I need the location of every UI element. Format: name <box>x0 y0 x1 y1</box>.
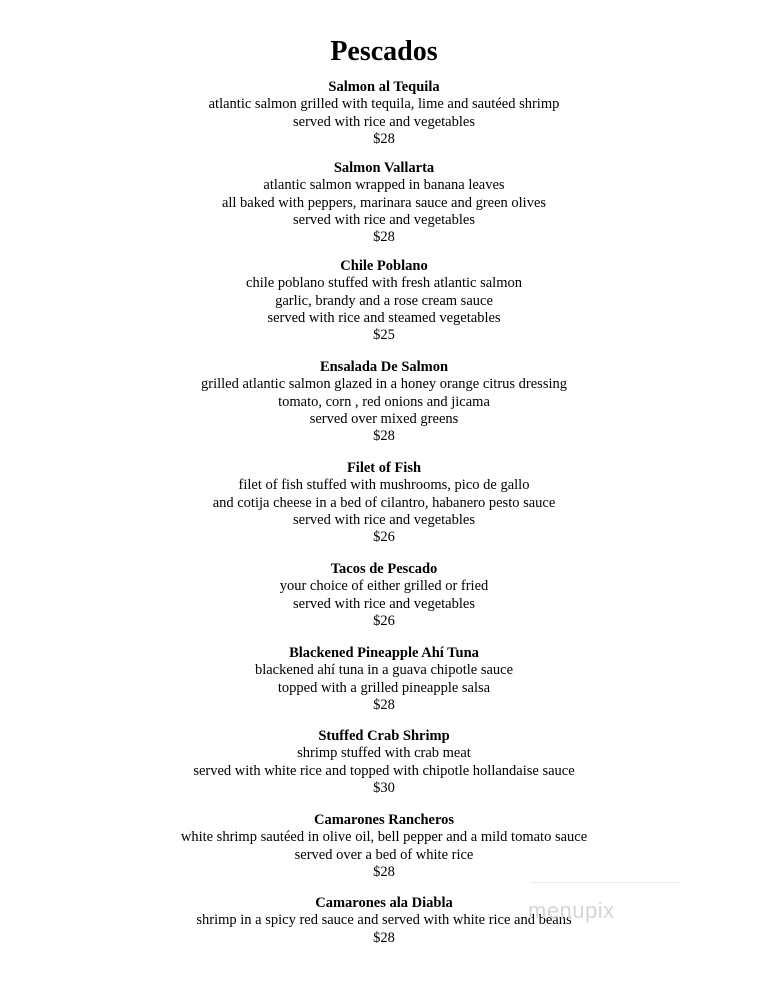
menu-item-description: served over a bed of white rice <box>294 846 474 863</box>
menu-item-description: tomato, corn , red onions and jicama <box>278 393 490 410</box>
menu-item-name: Chile Poblano <box>340 258 428 274</box>
menu-item-description: white shrimp sautéed in olive oil, bell pepper and a mild tomato sauce <box>180 829 588 846</box>
menu-item-description: served over mixed greens <box>309 410 459 427</box>
menu-item-description: shrimp stuffed with crab meat <box>297 745 471 762</box>
menu-item <box>0 728 768 797</box>
menu-item-price: $28 <box>373 696 395 713</box>
menu-item-name: Tacos de Pescado <box>330 561 438 577</box>
menu-item-name: Salmon al Tequila <box>328 79 440 95</box>
menu-item-price: $30 <box>373 779 395 796</box>
menu-item-description: atlantic salmon grilled with tequila, lime and sautéed shrimp <box>208 96 560 113</box>
menu-item-price: $28 <box>373 229 395 246</box>
menu-item-description: shrimp in a spicy red sauce and served with white rice and beans <box>196 912 572 929</box>
page-title: Pescados <box>330 36 438 67</box>
menu-item-description: served with rice and vegetables <box>293 113 475 130</box>
menu-item <box>0 561 768 630</box>
menu-item-name: Blackened Pineapple Ahí Tuna <box>289 645 479 661</box>
menu-item-description: chile poblano stuffed with fresh atlantic salmon <box>246 275 522 292</box>
menu-item-price: $28 <box>373 130 395 147</box>
menu-item <box>0 460 768 546</box>
menu-item-price: $28 <box>373 863 395 880</box>
menu-item-description: your choice of either grilled or fried <box>279 578 489 595</box>
menu-item <box>0 895 768 947</box>
menu-item-price: $26 <box>373 612 395 629</box>
menu-item-description: grilled atlantic salmon glazed in a honey orange citrus dressing <box>200 376 567 393</box>
menu-item-description: blackened ahí tuna in a guava chipotle sauce <box>254 662 514 679</box>
menu-item <box>0 160 768 246</box>
menu-item-name: Stuffed Crab Shrimp <box>318 728 450 744</box>
menu-item-description: served with rice and vegetables <box>293 511 475 528</box>
menu-item-description: topped with a grilled pineapple salsa <box>277 679 491 696</box>
menu-item-description: atlantic salmon wrapped in banana leaves <box>263 177 505 194</box>
menu-item-description: served with rice and steamed vegetables <box>267 309 501 326</box>
menu-item-price: $26 <box>373 529 395 546</box>
menu-item-name: Ensalada De Salmon <box>319 359 449 375</box>
menu-item-name: Filet of Fish <box>346 460 422 476</box>
menu-item-description: served with white rice and topped with chipotle hollandaise sauce <box>193 762 575 779</box>
menu-item-name: Camarones ala Diabla <box>315 895 453 911</box>
menu-item-description: and cotija cheese in a bed of cilantro, habanero pesto sauce <box>212 494 556 511</box>
menu-item-price: $25 <box>373 327 395 344</box>
menu-item-description: all baked with peppers, marinara sauce and green olives <box>221 194 547 211</box>
menu-item-name: Camarones Rancheros <box>313 812 455 828</box>
menu-item-description: garlic, brandy and a rose cream sauce <box>275 292 493 309</box>
menu-item-description: served with rice and vegetables <box>293 595 475 612</box>
menu-item-price: $28 <box>373 428 395 445</box>
menu-item-description: served with rice and vegetables <box>293 211 475 228</box>
menu-item <box>0 645 768 714</box>
menu-item-description: filet of fish stuffed with mushrooms, pico de gallo <box>238 477 530 494</box>
watermark-logo: menupix <box>528 898 615 923</box>
watermark-divider <box>530 882 680 883</box>
menu-item <box>0 359 768 445</box>
menu-item-price: $28 <box>373 929 395 946</box>
menu-item <box>0 79 768 148</box>
menu-item <box>0 258 768 344</box>
menu-item-name: Salmon Vallarta <box>333 160 435 176</box>
menu-item <box>0 812 768 881</box>
